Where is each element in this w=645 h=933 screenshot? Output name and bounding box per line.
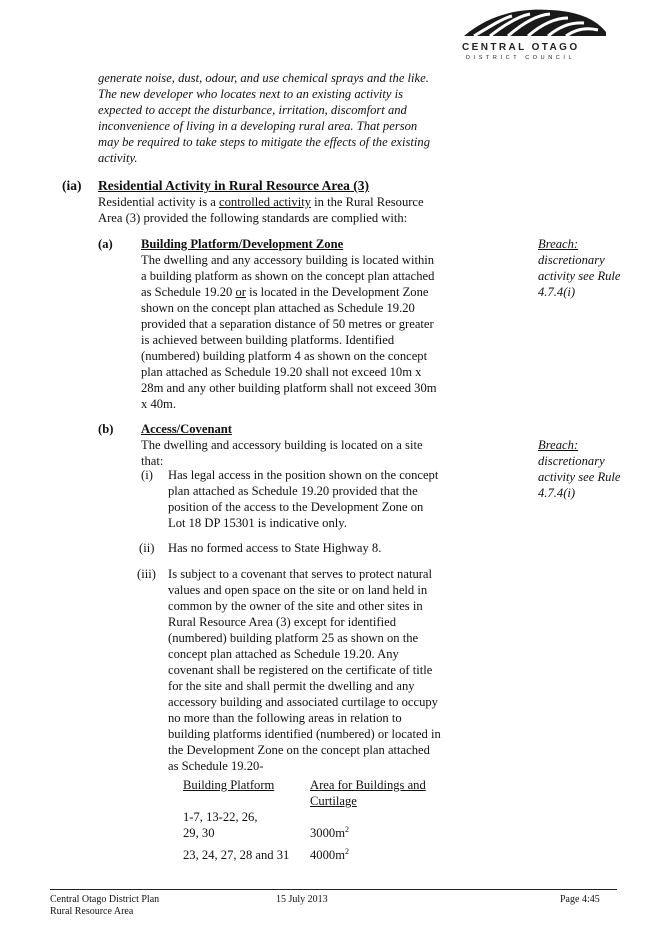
clause-a-line: a building platform as shown on the concept plan attached xyxy=(141,269,435,283)
mountains-logo-icon xyxy=(460,6,610,40)
sub-ii-label: (ii) xyxy=(139,541,155,555)
breach-label: Breach: xyxy=(538,438,579,452)
sub-iii-line: the Development Zone on the concept plan attached xyxy=(168,743,430,757)
logo-line-1: CENTRAL OTAGO xyxy=(462,42,580,53)
table-cell-platform: 29, 30 xyxy=(183,826,215,840)
section-intro-line-1: Residential activity is a controlled activity in the Rural Resource xyxy=(98,195,424,209)
breach-label: Breach: xyxy=(538,237,579,251)
sub-iii-line: covenant shall be registered on the certificate of title xyxy=(168,663,433,677)
sub-i-line: Lot 18 DP 15301 is indicative only. xyxy=(168,516,347,530)
footer-plan-name: Central Otago District Plan xyxy=(50,894,160,905)
sub-iii-line: accessory building and associated curtilage to occupy xyxy=(168,695,438,709)
table-cell-platform: 23, 24, 27, 28 and 31 xyxy=(183,848,290,862)
breach-line: 4.7.4(i) xyxy=(538,486,576,500)
section-intro-line-2: Area (3) provided the following standards are complied with: xyxy=(98,211,408,225)
breach-line: 4.7.4(i) xyxy=(538,285,576,299)
breach-line: activity see Rule xyxy=(538,470,621,484)
clause-a-line: (numbered) building platform 4 as shown on the concept xyxy=(141,349,428,363)
sub-iii-line: Rural Resource Area (3) except for identified xyxy=(168,615,396,629)
intro-line: activity. xyxy=(98,151,138,165)
clause-b-heading: Access/Covenant xyxy=(141,422,232,436)
clause-a-line: provided that a separation distance of 50 metres or greater xyxy=(141,317,434,331)
intro-line: expected to accept the disturbance, irritation, discomfort and xyxy=(98,103,407,117)
intro-line: inconvenience of living in a developing rural area. That person xyxy=(98,119,418,133)
sub-iii-line: no more than the following areas in relation to xyxy=(168,711,402,725)
clause-b-line: that: xyxy=(141,454,164,468)
logo-line-2: DISTRICT COUNCIL xyxy=(466,55,576,61)
controlled-activity-term: controlled activity xyxy=(219,195,311,209)
breach-line: activity see Rule xyxy=(538,269,621,283)
section-title: Residential Activity in Rural Resource Area (3) xyxy=(98,178,369,193)
footer-page-number: Page 4:45 xyxy=(560,894,600,905)
table-header-platform: Building Platform xyxy=(183,778,275,792)
sub-iii-line: Is subject to a covenant that serves to protect natural xyxy=(168,567,433,581)
table-header-curtilage: Curtilage xyxy=(310,794,357,808)
sub-i-label: (i) xyxy=(141,468,153,482)
clause-b-label: (b) xyxy=(98,422,114,436)
breach-line: discretionary xyxy=(538,253,605,267)
footer-date: 15 July 2013 xyxy=(276,894,328,905)
sub-i-line: position of the access to the Development Zone on xyxy=(168,500,424,514)
footer-divider xyxy=(50,889,617,890)
clause-a-line: 28m and any other building platform shall not exceed 30m xyxy=(141,381,437,395)
council-logo xyxy=(460,6,610,62)
table-cell-area: $3000m^2$ xyxy=(310,824,349,840)
sub-iii-line: for the site and shall permit the dwelling and any xyxy=(168,679,415,693)
clause-a-heading: Building Platform/Development Zone xyxy=(141,237,344,251)
clause-a-line: plan attached as Schedule 19.20 shall not exceed 10m x xyxy=(141,365,422,379)
clause-a-line: shown on the concept plan attached as Schedule 19.20 xyxy=(141,301,415,315)
clause-a-line: as Schedule 19.20 or is located in the Development Zone xyxy=(141,285,429,299)
sub-iii-line: as Schedule 19.20- xyxy=(168,759,264,773)
sub-iii-label: (iii) xyxy=(137,567,156,581)
sub-i-line: plan attached as Schedule 19.20 provided that the xyxy=(168,484,418,498)
table-header-area: Area for Buildings and xyxy=(310,778,426,792)
clause-a-line: The dwelling and any accessory building is located within xyxy=(141,253,435,267)
clause-b-line: The dwelling and accessory building is located on a site xyxy=(141,438,423,452)
section-number: (ia) xyxy=(62,178,82,193)
clause-a-line: x 40m. xyxy=(141,397,176,411)
sub-iii-line: building platforms identified (numbered) or located in xyxy=(168,727,441,741)
sub-iii-line: common by the owner of the site and other sites in xyxy=(168,599,423,613)
breach-line: discretionary xyxy=(538,454,605,468)
footer-section-name: Rural Resource Area xyxy=(50,906,134,917)
intro-line: generate noise, dust, odour, and use chemical sprays and the like. xyxy=(98,71,429,85)
clause-a-label: (a) xyxy=(98,237,113,251)
sub-iii-line: values and open space on the site or on land held in xyxy=(168,583,428,597)
table-cell-platform: 1-7, 13-22, 26, xyxy=(183,810,258,824)
sub-ii-line: Has no formed access to State Highway 8. xyxy=(168,541,382,555)
sub-i-line: Has legal access in the position shown on the concept xyxy=(168,468,439,482)
sub-iii-line: (numbered) building platform 25 as shown on the xyxy=(168,631,419,645)
intro-line: may be required to take steps to mitigate the effects of the existing xyxy=(98,135,431,149)
table-cell-area: $4000m^2$ xyxy=(310,846,349,862)
clause-a-line: is achieved between building platforms. Identified xyxy=(141,333,395,347)
sub-iii-line: concept plan attached as Schedule 19.20. Any xyxy=(168,647,399,661)
intro-line: The new developer who locates next to an existing activity is xyxy=(98,87,403,101)
